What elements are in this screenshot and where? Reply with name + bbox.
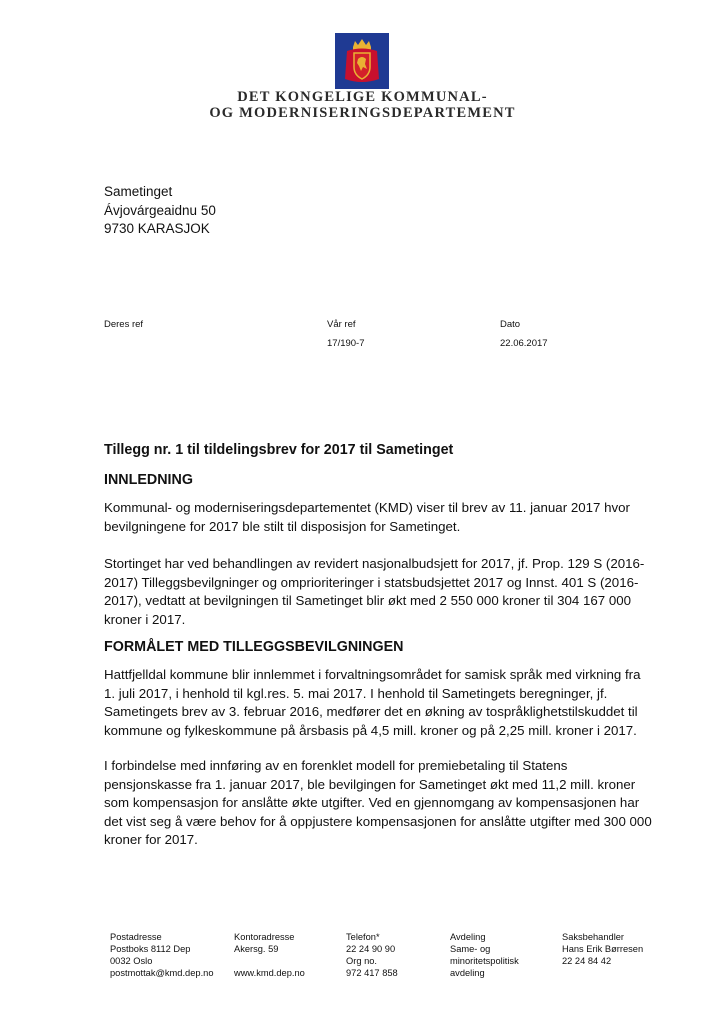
paragraph-line: kroner i 2017. [104, 611, 186, 627]
footer-label: Org no. [346, 956, 378, 966]
footer-label: Saksbehandler [562, 932, 625, 942]
footer-value: Hans Erik Børresen [562, 944, 644, 954]
footer-value: Postboks 8112 Dep [110, 944, 191, 954]
recipient-city: 9730 KARASJOK [104, 221, 210, 236]
footer-value: 22 24 90 90 [346, 944, 396, 954]
var-ref-value: 17/190-7 [327, 338, 365, 349]
recipient-name: Sametinget [104, 184, 173, 199]
department-name-line-2: OG MODERNISERINGSDEPARTEMENT [209, 105, 516, 121]
paragraph-line: 2017), vedtatt at bevilgningen til Sametinget blir økt med 2 550 000 kroner til 304 167 000 [104, 593, 632, 608]
footer-label: Postadresse [110, 932, 162, 942]
footer-value [234, 955, 305, 967]
footer-avdeling [450, 931, 519, 979]
paragraph-line: 1. juli 2017, i henhold til kgl.res. 5. mai 2017. I henhold til Sametingets beregninger, jf. [104, 685, 608, 701]
paragraph-line: Sametingets brev av 3. februar 2016, medfører det en økning av tospråklighetstilskuddet til [104, 704, 638, 719]
coat-of-arms-logo [335, 33, 389, 89]
paragraph-line: det vist seg å være behov for å oppjustere kompensasjonen for anslåtte utgifter med 300 000 [104, 813, 652, 829]
paragraph [104, 555, 664, 629]
paragraph-line: kommune og fylkeskommune på årsbasis på 4,5 mill. kroner og på 2,25 mill. kroner i 2017. [104, 722, 637, 738]
paragraph-line: Hattfjelldal kommune blir innlemmet i forvaltningsområdet for samisk språk med virkning fra [104, 667, 641, 682]
norwegian-coat-of-arms-icon [335, 33, 389, 89]
paragraph [104, 666, 664, 740]
var-ref-label: Vår ref [327, 319, 356, 330]
footer-value: Same- og [450, 944, 491, 954]
footer-postadresse [110, 931, 214, 979]
footer-label: Kontoradresse [234, 932, 295, 942]
paragraph-line: Stortinget har ved behandlingen av revidert nasjonalbudsjett for 2017, jf. Prop. 129 S (2016- [104, 556, 645, 571]
paragraph-line: Kommunal- og moderniseringsdepartementet (KMD) viser til brev av 11. januar 2017 hvor [104, 500, 630, 515]
paragraph [104, 757, 664, 850]
footer-value: avdeling [450, 968, 485, 978]
footer-saksbehandler [562, 931, 643, 967]
paragraph-line: bevilgningene for 2017 ble stilt til disposisjon for Sametinget. [104, 518, 461, 534]
recipient-street: Ávjovárgeaidnu 50 [104, 203, 216, 218]
paragraph-line: I forbindelse med innføring av en forenklet modell for premiebetaling til Statens [104, 758, 568, 773]
footer-label: Avdeling [450, 932, 486, 942]
footer-value: Akersg. 59 [234, 944, 279, 954]
paragraph-line: 2017) Tilleggsbevilgninger og omprioriteringer i statsbudsjettet 2017 og Innst. 401 S (2016- [104, 574, 639, 590]
footer-value: 0032 Oslo [110, 956, 153, 966]
letter-title: Tillegg nr. 1 til tildelingsbrev for 2017 til Sametinget [104, 442, 454, 458]
deres-ref-label: Deres ref [104, 319, 144, 330]
paragraph-line: pensjonskasse fra 1. januar 2017, ble bevilgingen for Sametinget økt med 11,2 mill. kroner [104, 776, 636, 792]
paragraph-line: kroner for 2017. [104, 832, 198, 847]
paragraph [104, 499, 664, 536]
section-heading-formalet: FORMÅLET MED TILLEGGSBEVILGNINGEN [104, 639, 404, 655]
footer-kontoradresse [234, 931, 305, 979]
dato-value: 22.06.2017 [500, 338, 548, 349]
footer-email-link[interactable]: postmottak@kmd.dep.no [110, 968, 214, 978]
footer-value: minoritetspolitisk [450, 956, 519, 966]
footer-label: Telefon* [346, 932, 380, 942]
section-heading-innledning: INNLEDNING [104, 472, 193, 488]
footer-value: 972 417 858 [346, 968, 398, 978]
footer-telefon [346, 931, 398, 979]
paragraph-line: som kompensasjon for anslåtte økte utgifter. Ved en gjennomgang av kompensasjonen har [104, 795, 640, 810]
department-name-line-1: DET KONGELIGE KOMMUNAL- [237, 89, 488, 105]
footer-value: 22 24 84 42 [562, 956, 612, 966]
dato-label: Dato [500, 319, 521, 330]
footer-website-link[interactable]: www.kmd.dep.no [234, 968, 305, 978]
